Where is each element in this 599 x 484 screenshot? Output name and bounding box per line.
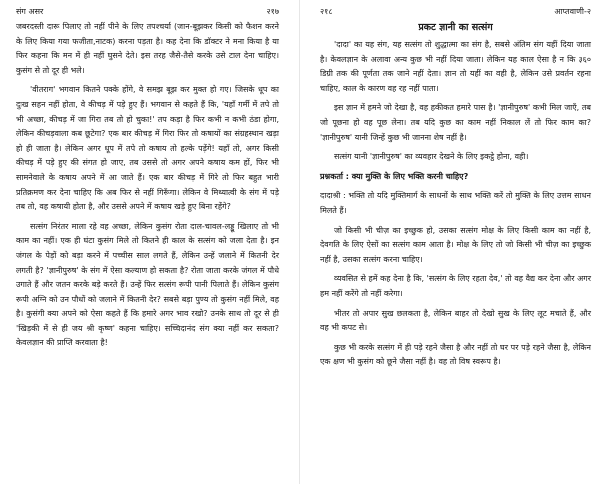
left-page [2,0,285,484]
left-paragraph-1: जबरदस्ती दारू पिलाए तो नहीं पीने के लिए तपश्चर्या (जान-बूझकर किसी को फैशन करने के लिए किया गया फजीता,नाटक) करना पड़ता है। कह देना कि डॉक्टर ने मना किया है या फिर कहना कि मन में ही नहीं घुसने देते। इस तरह जैसे-तैसे करके उसे टाल देना चाहिए। कुसंग से तो दूर ही भले। [16,22,279,75]
right-running-head-title: आप्तवाणी-२ [554,7,591,16]
right-paragraph-9: कुछ भी करके सत्संग में ही पड़े रहने जैसा है और नहीं तो घर पर पड़े रहने जैसा है, लेकिन एक क्षण भी कुसंग को छूने जैसा नहीं है। वह तो विष स्वरूप है। [320,342,591,367]
left-running-head [16,6,279,20]
right-paragraph-1: 'दादा' का यह संग, यह सत्संग तो शुद्धात्मा का संग है, सबसे अंतिम संग यहीं दिया जाता है। केवलज्ञान के अलावा अन्य कुछ भी नहीं दिया जाता। लेकिन यह काल ऐसा है न कि ३६० डिग्री तक की पूर्णता तक जाने नहीं देता। ज्ञान तो यहीं का वही है, लेकिन उसे प्रवर्तन रहना चाहिए, काल के कारण वह रह नहीं पाता। [320,40,591,93]
left-page-number: २१७ [266,7,279,16]
section-title: प्रकट ज्ञानी का सत्संग [418,22,493,33]
right-paragraph-7: व्यवसित से हमें कह देना है कि, 'सत्संग के लिए रहता देव,' तो वह वैद्य कर देना और अगर हम नहीं करेंगे तो नहीं करेगा। [320,274,591,298]
page-gutter [299,0,300,484]
left-paragraph-3: सत्संग निरंतर माला रहे वह अच्छा, लेकिन कुसंग रोता दाल-चावल-लड्डू खिलाए तो भी काम का नहीं। एक ही घंटा कुसंग मिले तो कितने ही काल के सत्संग को जला देता है। इन जंगल के पेड़ों को बड़ा करने में पच्चीस साल लगते हैं, लेकिन उन्हें जलाने में कितनी देर लगती है? 'ज्ञानीपुरुष' के संग में ऐसा कल्याण हो सकता है? रोता जाता करके जंगल में पौधे उगाते हैं और जतन करके बड़े करते हैं। उन्हें फिर सत्संग रूपी पानी पिलाते हैं। लेकिन कुसंग रूपी अग्नि को उन पौधों को जलाने में कितनी देर? सबसे बड़ा पुण्य तो कुसंग नहीं मिले, वह है। कुसंगी क्या अपने को ऐसा कहते हैं कि हमारे अगर भाव रखो? उनके साथ तो दूर से ही 'खिड़की में से ही जय श्री कृष्ण' कहना चाहिए। सच्चिदानंद संग क्या नहीं कर सकता? केवलज्ञान की प्राप्ति करवाता है! [16,221,279,348]
right-page-number: २१८ [320,7,333,16]
question-line: प्रश्नकर्ता : क्या मुक्ति के लिए भक्ति करनी चाहिए? [320,171,469,181]
left-paragraph-2: 'वीतराग' भगवान कितने पक्के होंगे, वे समझ बूझ कर मुक्त हो गए। जिसके धूप का दुःख सहन नहीं होता, वे कीचड़ में पड़े हुए हैं। भगवान से कहते हैं कि, 'यहाँ गर्मी में तपे तो भी अच्छा, कीचड़ में जा गिरा तब तो हो चुका!' तप कड़ा है फिर कभी न कभी ठंडा होगा, लेकिन कीचड़वाला कब छूटेगा? एक बार कीचड़ में गिरा फिर तो कषायों का संग्रहस्थान खड़ा हो ही जाता है। लेकिन अगर धूप में तपे तो कषाय तो हल्के पड़ेंगे! यहाँ तो, अगर किसी कीचड़ में पड़े हुए की संगत हो जाए, तब उससे तो अगर अपने कषाय कम हों, फिर भी सामनेवाले के कषाय अपने में आ जाते हैं। एक बार कीचड़ में गिरे तो फिर बहुत भारी प्रतिक्रमण कर देना चाहिए कि अब फिर से नहीं गिरूँगा। लेकिन वे मिथ्यात्वी के संग में पड़े तब तो, वह कषायी होता है, और उससे अपने में कषाय खड़े हुए बिना रहेंगे? [16,85,279,212]
right-paragraph-3: सत्संग यानी 'ज्ञानीपुरुष' का व्यवहार देखने के लिए इकट्ठे होना, वही। [334,152,529,162]
right-paragraph-8: भीतर तो अपार सुख छलकता है, लेकिन बाहर तो देखो सुख के लिए लूट मचाते हैं, और वह भी कपट से। [320,308,591,333]
right-running-head [320,6,591,20]
left-running-head-title: संग असर [16,7,44,16]
right-paragraph-2: इस ज्ञान में हमने जो देखा है, वह हकीकत हमारे पास है। 'ज्ञानीपुरुष' कभी मिल जाएँ, तब जो पूछना हो वह पूछ लेना। तब यदि कुछ का काम नहीं निकाल लें तो फिर काम का? 'ज्ञानीपुरुष' यानी जिन्हें कुछ भी जानना शेष नहीं है। [320,103,591,142]
right-paragraph-6: जो किसी भी चीज़ का इच्छुक हो, उसका सत्संग मोक्ष के लिए किसी काम का नहीं है, देवगति के लिए ऐसों का सत्संग काम आता है। मोक्ष के लिए तो जो किसी भी चीज़ का इच्छुक नहीं है, उसका सत्संग करना चाहिए। [320,225,591,264]
right-page [314,0,597,484]
answer-line: दादाश्री : भक्ति तो यदि मुक्तिमार्ग के साधनों के साथ भक्ति करें तो मुक्ति के लिए उत्तम साधन मिलते हैं। [320,191,591,215]
